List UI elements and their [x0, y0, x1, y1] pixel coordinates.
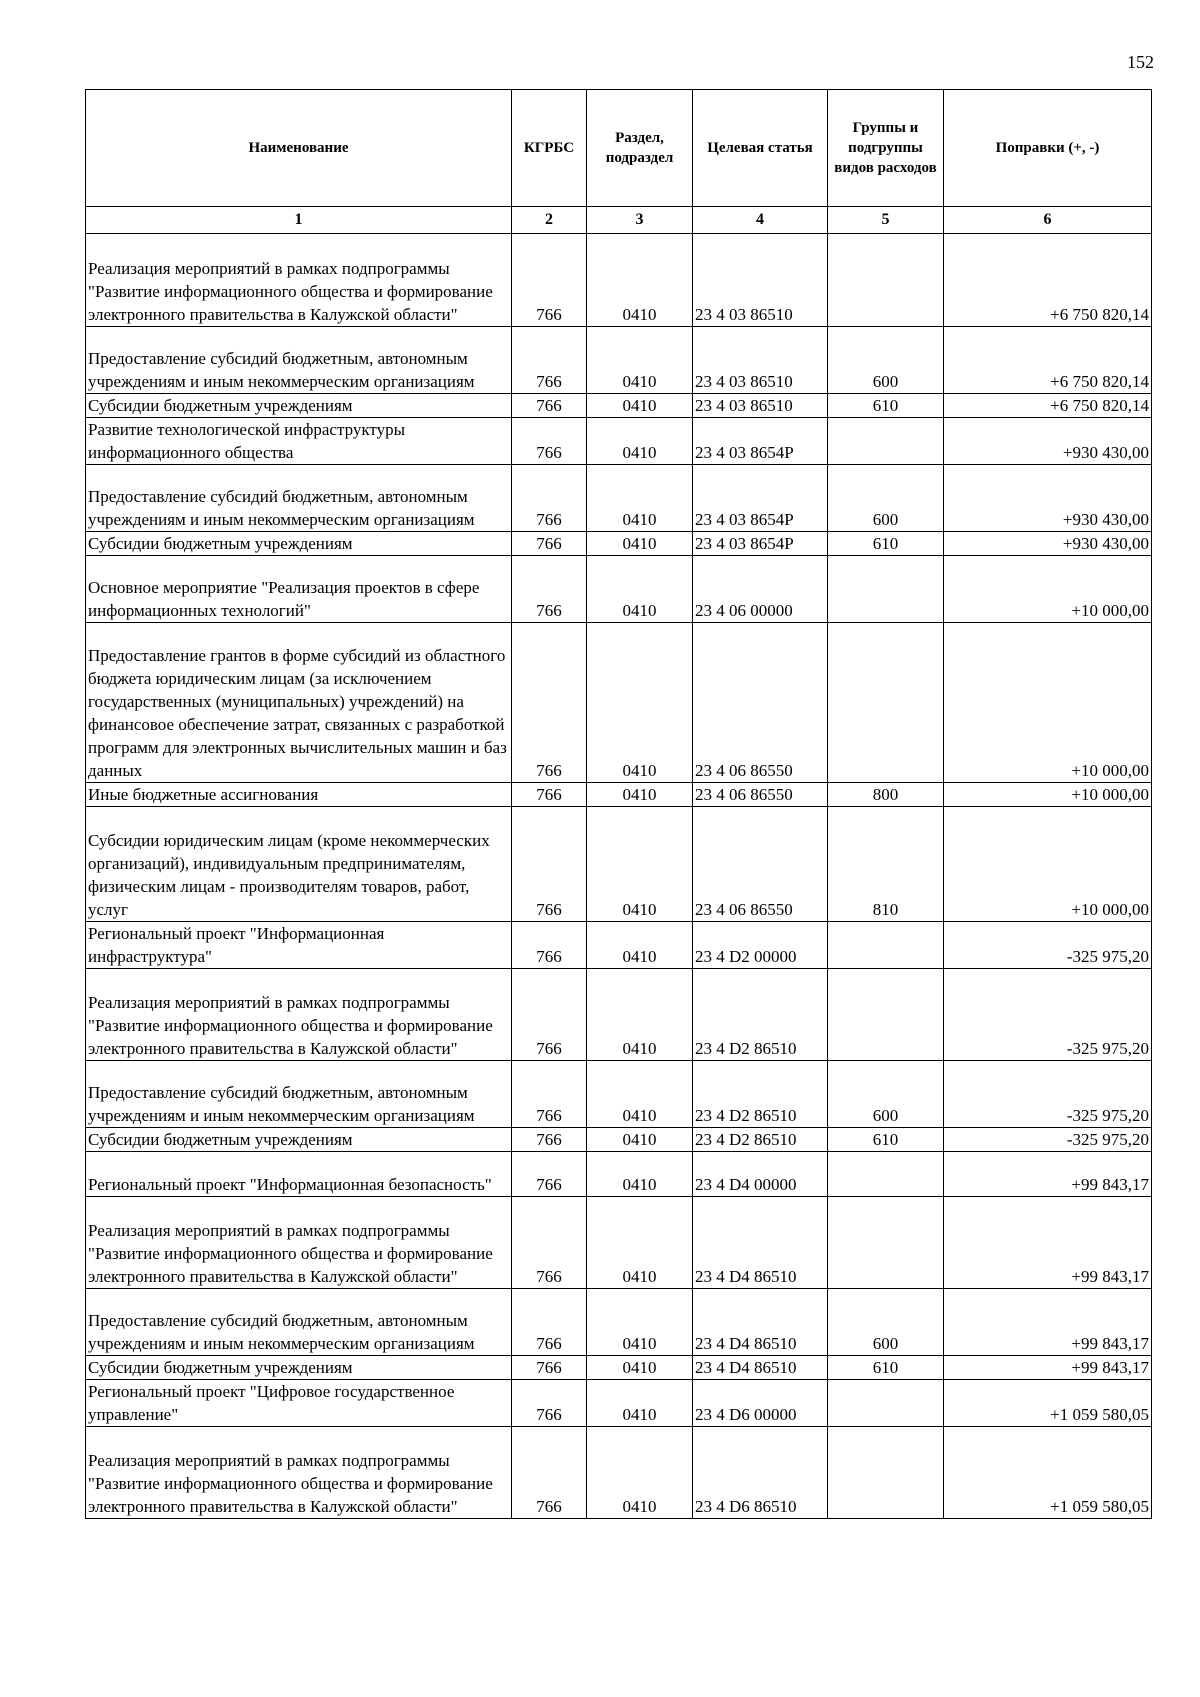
row-section: 0410 — [587, 783, 693, 807]
row-name: Предоставление грантов в форме субсидий из областного бюджета юридическим лицам (за исключением государственных (муниципальных) учреждений) на финансовое обеспечение затрат, связанных с разработкой программ для электронных вычислительных машин и баз данных — [86, 623, 512, 783]
table-row — [86, 1427, 1152, 1519]
row-kgrbs: 766 — [512, 783, 587, 807]
row-target-item: 23 4 03 86510 — [693, 394, 828, 418]
table-row — [86, 327, 1152, 394]
table-row — [86, 532, 1152, 556]
row-kgrbs: 766 — [512, 1289, 587, 1356]
row-target-item: 23 4 03 8654P — [693, 418, 828, 465]
table-row — [86, 1356, 1152, 1380]
row-expense-group — [828, 922, 944, 969]
table-row — [86, 1197, 1152, 1289]
row-expense-group — [828, 556, 944, 623]
table-row — [86, 623, 1152, 783]
row-section: 0410 — [587, 969, 693, 1061]
table-row — [86, 234, 1152, 327]
row-section: 0410 — [587, 1289, 693, 1356]
row-section: 0410 — [587, 532, 693, 556]
row-name: Предоставление субсидий бюджетным, автономным учреждениям и иным некоммерческим организациям — [86, 1061, 512, 1128]
row-amendment: -325 975,20 — [944, 1061, 1152, 1128]
row-section: 0410 — [587, 1356, 693, 1380]
row-target-item: 23 4 D2 86510 — [693, 969, 828, 1061]
row-kgrbs: 766 — [512, 922, 587, 969]
table-row — [86, 922, 1152, 969]
row-expense-group: 810 — [828, 807, 944, 922]
row-section: 0410 — [587, 623, 693, 783]
row-name: Предоставление субсидий бюджетным, автономным учреждениям и иным некоммерческим организациям — [86, 1289, 512, 1356]
row-kgrbs: 766 — [512, 532, 587, 556]
row-name: Региональный проект "Информационная инфраструктура" — [86, 922, 512, 969]
table-row — [86, 465, 1152, 532]
table-row — [86, 556, 1152, 623]
row-section: 0410 — [587, 465, 693, 532]
header-section: Раздел, подраздел — [587, 90, 693, 207]
header-row — [86, 90, 1152, 207]
row-section: 0410 — [587, 807, 693, 922]
table-row — [86, 418, 1152, 465]
row-amendment: +99 843,17 — [944, 1356, 1152, 1380]
row-expense-group — [828, 418, 944, 465]
table-row — [86, 1380, 1152, 1427]
row-name: Реализация мероприятий в рамках подпрограммы "Развитие информационного общества и формирование электронного правительства в Калужской области" — [86, 1427, 512, 1519]
row-target-item: 23 4 03 86510 — [693, 234, 828, 327]
row-kgrbs: 766 — [512, 465, 587, 532]
header-expense-group: Группы и подгруппы видов расходов — [828, 90, 944, 207]
row-name: Субсидии бюджетным учреждениям — [86, 394, 512, 418]
row-name: Реализация мероприятий в рамках подпрограммы "Развитие информационного общества и формирование электронного правительства в Калужской области" — [86, 234, 512, 327]
row-kgrbs: 766 — [512, 807, 587, 922]
row-target-item: 23 4 D4 86510 — [693, 1356, 828, 1380]
row-expense-group — [828, 234, 944, 327]
table-row — [86, 783, 1152, 807]
table-row — [86, 1289, 1152, 1356]
row-target-item: 23 4 06 86550 — [693, 783, 828, 807]
page-number: 152 — [1127, 52, 1154, 72]
row-expense-group: 600 — [828, 1289, 944, 1356]
row-kgrbs: 766 — [512, 327, 587, 394]
row-amendment: +6 750 820,14 — [944, 234, 1152, 327]
column-number-row — [86, 207, 1152, 234]
row-amendment: +6 750 820,14 — [944, 394, 1152, 418]
table-body — [86, 234, 1152, 1519]
row-amendment: +930 430,00 — [944, 418, 1152, 465]
table-row — [86, 807, 1152, 922]
row-name: Развитие технологической инфраструктуры информационного общества — [86, 418, 512, 465]
header-amendments: Поправки (+, -) — [944, 90, 1152, 207]
row-kgrbs: 766 — [512, 1356, 587, 1380]
column-number: 5 — [828, 207, 944, 234]
row-amendment: -325 975,20 — [944, 969, 1152, 1061]
row-section: 0410 — [587, 1061, 693, 1128]
row-amendment: +6 750 820,14 — [944, 327, 1152, 394]
row-target-item: 23 4 06 86550 — [693, 623, 828, 783]
row-section: 0410 — [587, 1152, 693, 1197]
row-target-item: 23 4 D2 86510 — [693, 1128, 828, 1152]
row-section: 0410 — [587, 1128, 693, 1152]
column-number: 1 — [86, 207, 512, 234]
row-expense-group — [828, 1197, 944, 1289]
row-section: 0410 — [587, 1380, 693, 1427]
row-name: Реализация мероприятий в рамках подпрограммы "Развитие информационного общества и формирование электронного правительства в Калужской области" — [86, 969, 512, 1061]
row-section: 0410 — [587, 1427, 693, 1519]
row-kgrbs: 766 — [512, 418, 587, 465]
row-expense-group: 600 — [828, 465, 944, 532]
row-amendment: +1 059 580,05 — [944, 1380, 1152, 1427]
row-target-item: 23 4 D2 86510 — [693, 1061, 828, 1128]
row-expense-group: 610 — [828, 1356, 944, 1380]
row-name: Реализация мероприятий в рамках подпрограммы "Развитие информационного общества и формирование электронного правительства в Калужской области" — [86, 1197, 512, 1289]
row-target-item: 23 4 03 8654P — [693, 532, 828, 556]
row-kgrbs: 766 — [512, 623, 587, 783]
row-target-item: 23 4 D2 00000 — [693, 922, 828, 969]
row-section: 0410 — [587, 234, 693, 327]
row-kgrbs: 766 — [512, 969, 587, 1061]
column-number: 4 — [693, 207, 828, 234]
row-name: Субсидии бюджетным учреждениям — [86, 532, 512, 556]
row-name: Предоставление субсидий бюджетным, автономным учреждениям и иным некоммерческим организациям — [86, 327, 512, 394]
row-expense-group — [828, 1380, 944, 1427]
row-target-item: 23 4 D4 00000 — [693, 1152, 828, 1197]
row-expense-group — [828, 969, 944, 1061]
row-target-item: 23 4 06 00000 — [693, 556, 828, 623]
row-amendment: +10 000,00 — [944, 556, 1152, 623]
header-name: Наименование — [86, 90, 512, 207]
row-expense-group: 600 — [828, 327, 944, 394]
table-row — [86, 1128, 1152, 1152]
row-amendment: -325 975,20 — [944, 1128, 1152, 1152]
row-name: Субсидии юридическим лицам (кроме некоммерческих организаций), индивидуальным предпринимателям, физическим лицам - производителям товаров, работ, услуг — [86, 807, 512, 922]
row-kgrbs: 766 — [512, 1197, 587, 1289]
row-name: Основное мероприятие "Реализация проектов в сфере информационных технологий" — [86, 556, 512, 623]
column-number: 3 — [587, 207, 693, 234]
row-target-item: 23 4 06 86550 — [693, 807, 828, 922]
row-kgrbs: 766 — [512, 1380, 587, 1427]
row-section: 0410 — [587, 922, 693, 969]
row-name: Региональный проект "Информационная безопасность" — [86, 1152, 512, 1197]
row-amendment: +930 430,00 — [944, 465, 1152, 532]
table-row — [86, 1152, 1152, 1197]
budget-amendments-table — [85, 89, 1152, 1519]
row-amendment: +10 000,00 — [944, 623, 1152, 783]
row-amendment: +10 000,00 — [944, 807, 1152, 922]
row-kgrbs: 766 — [512, 1427, 587, 1519]
row-section: 0410 — [587, 394, 693, 418]
row-amendment: +99 843,17 — [944, 1197, 1152, 1289]
row-kgrbs: 766 — [512, 1152, 587, 1197]
row-expense-group: 800 — [828, 783, 944, 807]
row-expense-group: 600 — [828, 1061, 944, 1128]
row-name: Субсидии бюджетным учреждениям — [86, 1356, 512, 1380]
row-target-item: 23 4 03 8654P — [693, 465, 828, 532]
row-amendment: +99 843,17 — [944, 1152, 1152, 1197]
row-section: 0410 — [587, 1197, 693, 1289]
row-name: Предоставление субсидий бюджетным, автономным учреждениям и иным некоммерческим организациям — [86, 465, 512, 532]
row-target-item: 23 4 D6 86510 — [693, 1427, 828, 1519]
table-row — [86, 1061, 1152, 1128]
row-section: 0410 — [587, 327, 693, 394]
row-expense-group: 610 — [828, 532, 944, 556]
row-amendment: -325 975,20 — [944, 922, 1152, 969]
column-number: 2 — [512, 207, 587, 234]
row-expense-group — [828, 1427, 944, 1519]
row-amendment: +1 059 580,05 — [944, 1427, 1152, 1519]
row-target-item: 23 4 D6 00000 — [693, 1380, 828, 1427]
row-amendment: +99 843,17 — [944, 1289, 1152, 1356]
column-number: 6 — [944, 207, 1152, 234]
row-target-item: 23 4 03 86510 — [693, 327, 828, 394]
table-row — [86, 969, 1152, 1061]
row-expense-group: 610 — [828, 1128, 944, 1152]
row-target-item: 23 4 D4 86510 — [693, 1289, 828, 1356]
row-kgrbs: 766 — [512, 1061, 587, 1128]
header-kgrbs: КГРБС — [512, 90, 587, 207]
row-expense-group — [828, 623, 944, 783]
row-kgrbs: 766 — [512, 1128, 587, 1152]
row-section: 0410 — [587, 556, 693, 623]
row-expense-group: 610 — [828, 394, 944, 418]
row-amendment: +930 430,00 — [944, 532, 1152, 556]
row-kgrbs: 766 — [512, 394, 587, 418]
row-section: 0410 — [587, 418, 693, 465]
row-name: Иные бюджетные ассигнования — [86, 783, 512, 807]
row-target-item: 23 4 D4 86510 — [693, 1197, 828, 1289]
header-target-item: Целевая статья — [693, 90, 828, 207]
row-amendment: +10 000,00 — [944, 783, 1152, 807]
row-kgrbs: 766 — [512, 234, 587, 327]
row-kgrbs: 766 — [512, 556, 587, 623]
row-name: Субсидии бюджетным учреждениям — [86, 1128, 512, 1152]
table-row — [86, 394, 1152, 418]
row-name: Региональный проект "Цифровое государственное управление" — [86, 1380, 512, 1427]
row-expense-group — [828, 1152, 944, 1197]
